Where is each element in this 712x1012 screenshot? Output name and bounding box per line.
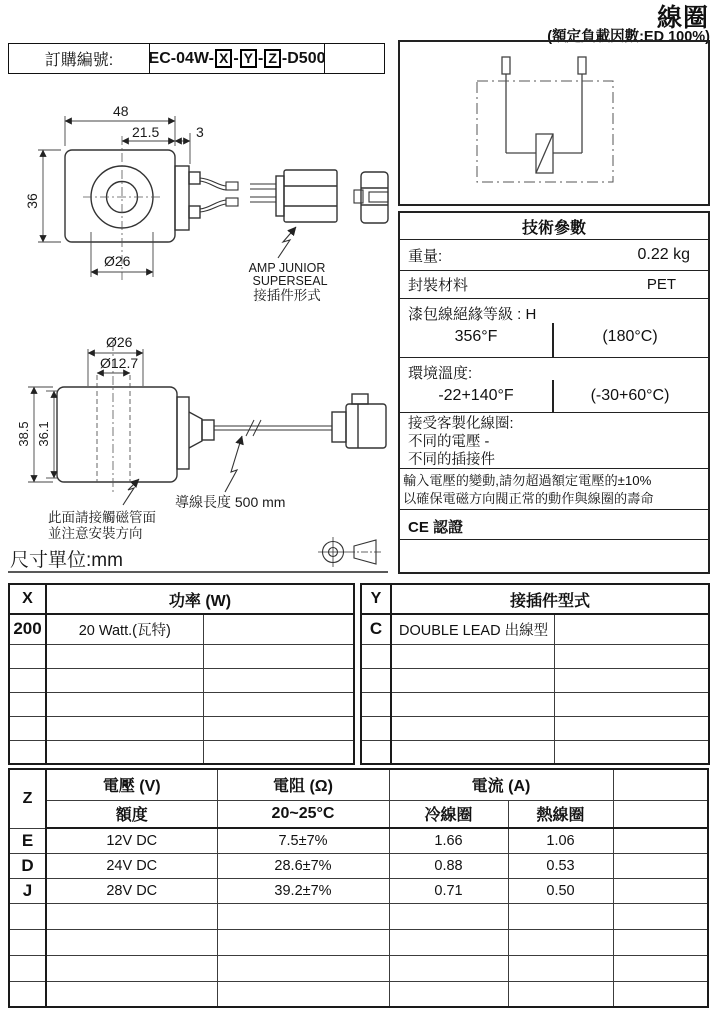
table-row [9,981,708,1007]
x-code: 200 [9,614,46,644]
side-outer-diameter-dim: Ø26 [106,334,133,350]
table-row [361,668,709,692]
insulation-celsius: (180°C) [602,328,658,345]
ambient-celsius: (-30+60°C) [590,387,670,404]
table-row [9,692,354,716]
mount-note-line2: 並注意安裝方向 [48,526,143,541]
current-header: 電流 (A) [389,769,613,800]
y-value: DOUBLE LEAD 出線型 [391,614,554,644]
table-subheader-row [9,800,708,828]
table-header-row [9,584,354,614]
z-row-code: J [9,878,46,903]
coil-schematic [400,42,706,202]
z-row-cold-current: 0.71 [389,878,508,903]
coil-schematic-box [398,40,710,206]
side-view-drawing [57,387,386,482]
order-empty-cell [324,44,384,73]
table-row [9,740,354,764]
material-value: PET [646,276,676,293]
order-code-z: Z [264,49,281,68]
table-row [9,644,354,668]
hot-coil-header: 熱線圈 [508,800,613,828]
schematic-enclosure [477,81,613,182]
side-inner-diameter-dim: Ø12.7 [100,355,139,371]
z-row-cold-current: 0.88 [389,853,508,878]
order-code-y: Y [240,49,257,68]
insulation-divider [552,323,554,357]
voltage-note-line1: 輸入電壓的變動,請勿超過額定電壓的±10% [403,473,652,488]
x-table-header: 功率 (W) [46,584,354,614]
side-hidden-lines [97,375,130,482]
order-number-label: 訂購編號: [44,52,114,69]
table-row [361,614,709,644]
side-inner-height-dim: 36.1 [36,421,51,447]
unit-note: 尺寸單位:mm [10,550,123,571]
insulation-label: 漆包線絕緣等級 : H [408,306,537,323]
z-table-key: Z [9,769,46,828]
weight-row [400,240,708,271]
table-row [361,644,709,668]
front-width-dim: 48 [113,103,129,119]
table-row [361,716,709,740]
order-code-sep1: - [233,49,239,67]
material-label: 封裝材料 [408,277,469,294]
y-code: C [361,614,391,644]
mount-leader-arrow [123,479,139,505]
z-row-resistance: 39.2±7% [217,878,389,903]
technical-parameters [398,211,710,574]
wire-leader-arrow [225,436,242,492]
voltage-note-row [400,469,708,510]
z-row-hot-current: 0.50 [508,878,613,903]
projection-target-icon [318,537,348,567]
z-row-code: D [9,853,46,878]
tech-params-filler [400,540,708,570]
table-header-row [9,769,708,800]
table-row [9,668,354,692]
table-row [9,614,354,644]
connector-label-3: 接插件形式 [253,288,321,303]
material-row [400,271,708,299]
x-value: 20 Watt.(瓦特) [46,614,203,644]
z-row-hot-current: 0.53 [508,853,613,878]
insulation-fahrenheit: 356°F [454,328,498,345]
ambient-label: 環境溫度: [408,365,473,382]
mount-note-line1: 此面請接觸磁管面 [48,510,156,525]
z-row-hot-current: 1.06 [508,828,613,853]
connector-label-2: SUPERSEAL [252,274,328,288]
wire-length-note: 導線長度 500 mm [175,494,286,510]
connector-label-1: AMP JUNIOR [248,261,326,275]
voltage-spec-table [8,768,709,1008]
z-row-cold-current: 1.66 [389,828,508,853]
front-diameter-dim: Ø26 [104,253,131,269]
side-height-dim: 38.5 [16,421,31,447]
weight-label: 重量: [408,247,443,265]
custom-line2: 不同的電壓 - [408,434,490,450]
projection-cone-icon [348,540,382,564]
voltage-header: 電壓 (V) [46,769,217,800]
custom-coil-row [400,413,708,469]
table-row [9,929,708,955]
order-code-sep2: - [258,49,264,67]
z-row-voltage: 24V DC [46,853,217,878]
table-row [9,716,354,740]
dimension-drawing [0,74,396,580]
voltage-note-line2: 以確保電磁方向閥正常的動作與線圈的壽命 [403,491,654,506]
table-row [361,692,709,716]
front-height-dim: 36 [24,193,40,209]
z-row-voltage: 28V DC [46,878,217,903]
ce-certification-row: CE 認證 [400,510,708,540]
front-flange-dim: 3 [196,124,204,140]
ambient-divider [552,380,554,412]
table-header-row [361,584,709,614]
custom-line1: 接受客製化線圈: [408,416,514,432]
temp-header: 20~25°C [217,800,389,828]
z-row-resistance: 7.5±7% [217,828,389,853]
cold-coil-header: 冷線圈 [389,800,508,828]
z-row-voltage: 12V DC [46,828,217,853]
table-row [9,853,708,878]
connector-option-table [360,583,710,765]
order-code-x: X [215,49,232,68]
rated-header: 額度 [46,800,217,828]
front-view-drawing [65,150,388,242]
ambient-row [400,358,708,413]
table-row [9,903,708,929]
order-code-prefix: EC-04W- [148,49,214,67]
tech-params-title: 技術參數 [400,213,708,240]
weight-value: 0.22 kg [637,246,690,263]
table-row [9,878,708,903]
table-row [9,828,708,853]
y-table-key: Y [361,584,391,614]
power-option-table [8,583,355,765]
order-number-code [149,44,324,73]
table-row [9,955,708,981]
order-number-box [8,43,385,74]
resistance-header: 電阻 (Ω) [217,769,389,800]
order-code-suffix: -D500 [281,49,326,67]
connector-leader-arrow [278,227,296,258]
page-title: 線圈 [656,4,709,32]
ambient-fahrenheit: -22+140°F [438,387,514,404]
y-table-header: 接插件型式 [391,584,709,614]
custom-line3: 不同的插接件 [408,452,495,468]
front-offset-dim: 21.5 [132,124,160,140]
x-table-key: X [9,584,46,614]
table-row [361,740,709,764]
z-row-code: E [9,828,46,853]
page-subtitle: (額定負載因數:ED 100%) [547,29,710,45]
z-row-resistance: 28.6±7% [217,853,389,878]
insulation-row [400,299,708,358]
